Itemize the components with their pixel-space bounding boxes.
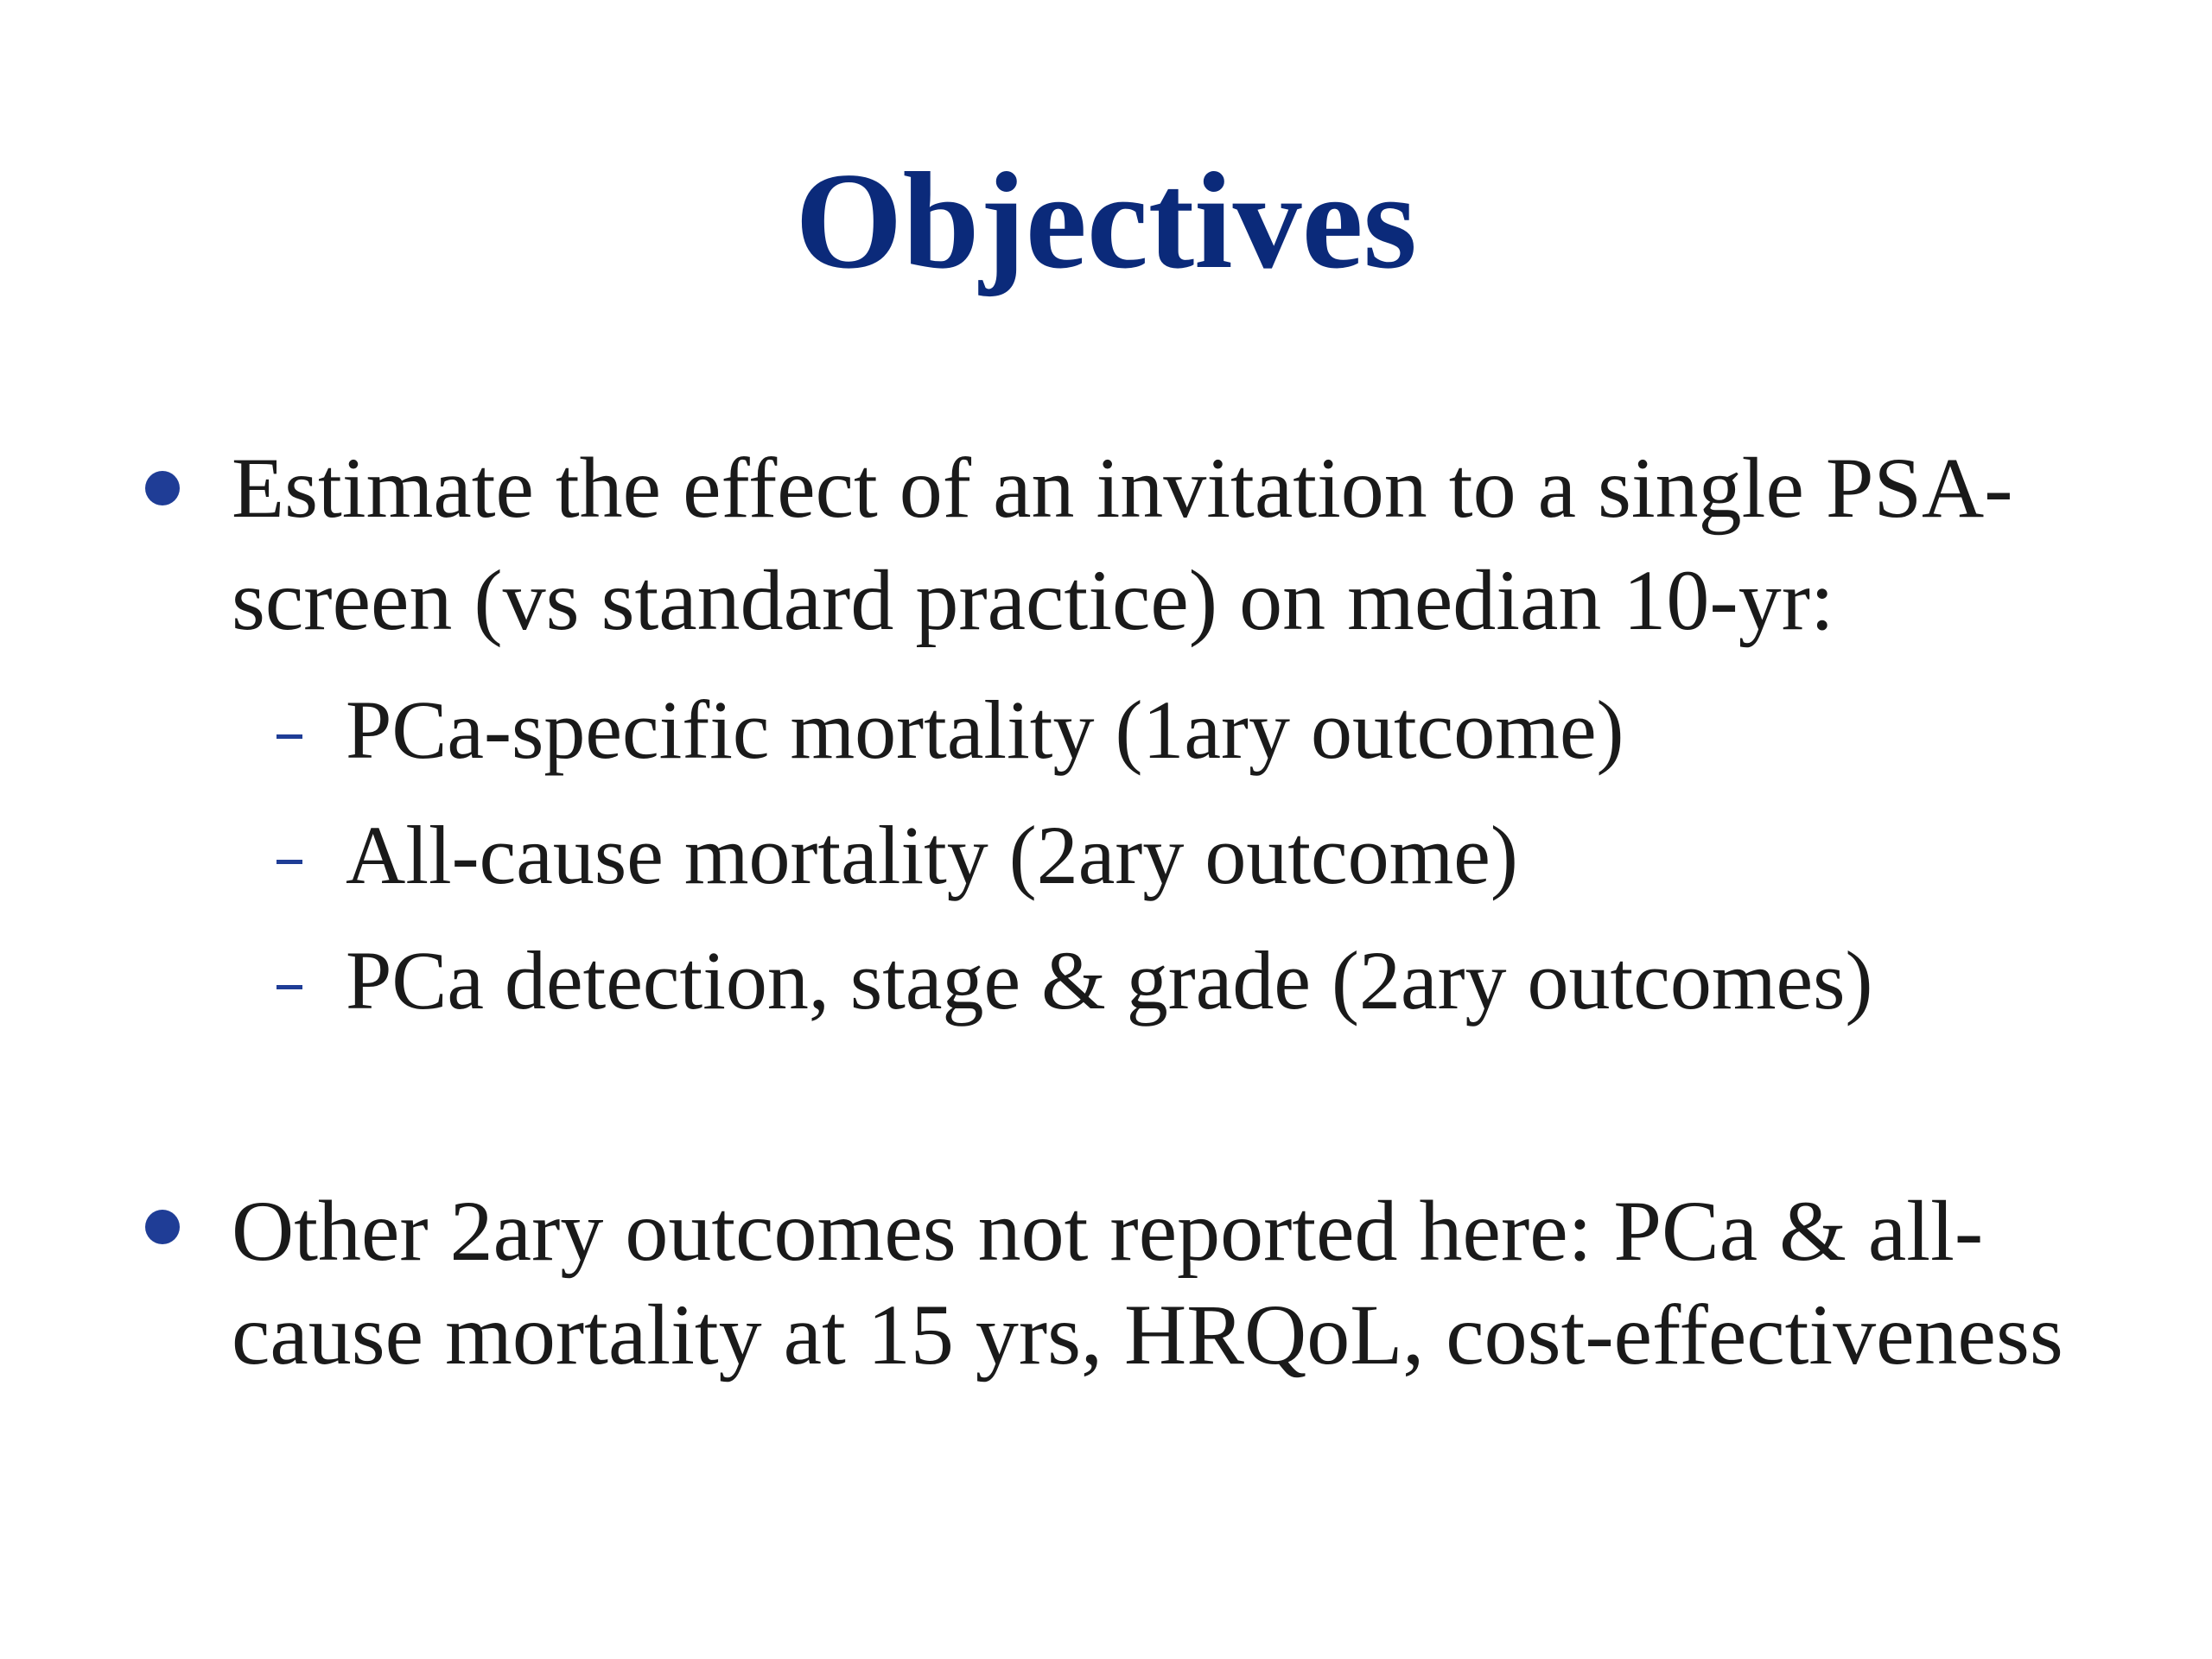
- subitem-1: PCa-specific mortality (1ary outcome): [346, 683, 1624, 776]
- subitem-2: All-cause mortality (2ary outcome): [346, 809, 1518, 901]
- subitem-3: PCa detection, stage & grade (2ary outcomes): [346, 934, 1873, 1027]
- sub-dash-2: [276, 860, 302, 864]
- bullet-1-line-2: screen (vs standard practice) on median 10-yr:: [232, 552, 1834, 648]
- sub-dash-3: [276, 985, 302, 989]
- bullet-2-line-1: Other 2ary outcomes not reported here: PCa & all-: [232, 1183, 1984, 1279]
- sub-dash-1: [276, 734, 302, 739]
- slide-title: Objectives: [795, 143, 1417, 297]
- bullet-1-line-1: Estimate the effect of an invitation to a single PSA-: [232, 440, 2013, 536]
- bullet-2-line-2: cause mortality at 15 yrs, HRQoL, cost-effectiveness: [232, 1287, 2063, 1382]
- bullet-dot-2: [145, 1210, 180, 1244]
- bullet-dot-1: [145, 471, 180, 505]
